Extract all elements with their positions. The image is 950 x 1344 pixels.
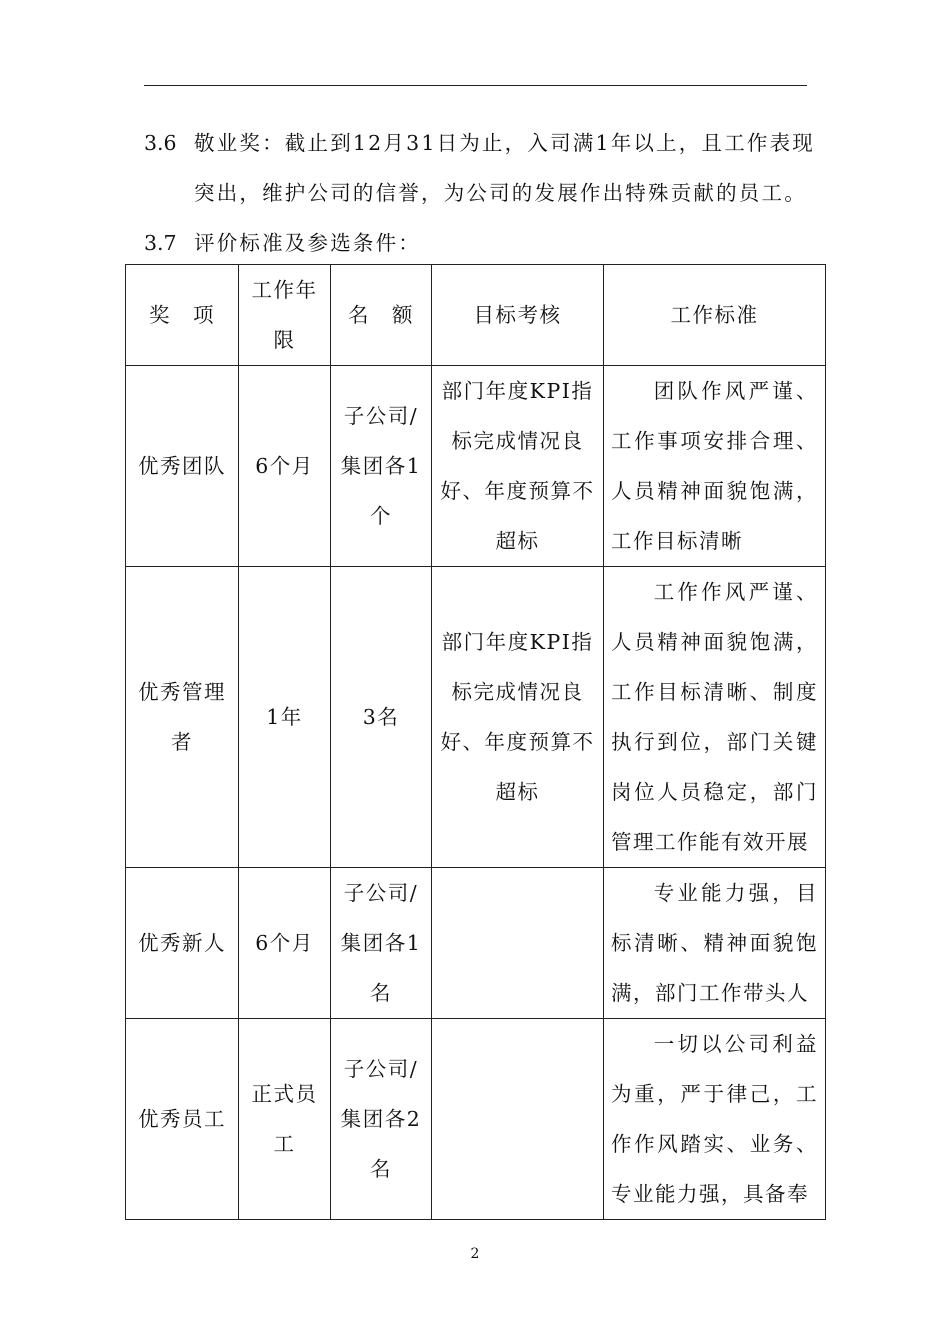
section-3-6-line-2: 突出，维护公司的信誉，为公司的发展作出特殊贡献的员工。 xyxy=(194,181,807,205)
section-3-6-line-1: 3.6 敬业奖：截止到12月31日为止，入司满1年以上，且工作表现 xyxy=(144,131,816,155)
header-quota: 名 额 xyxy=(331,265,432,366)
cell-target: 部门年度KPI指标完成情况良好、年度预算不超标 xyxy=(432,366,604,567)
table-row xyxy=(126,1019,826,1220)
cell-standard: 团队作风严谨、工作事项安排合理、人员精神面貌饱满，工作目标清晰 xyxy=(604,366,826,567)
cell-quota: 3名 xyxy=(331,567,432,868)
evaluation-table xyxy=(125,264,826,1220)
header-period: 工作年限 xyxy=(239,265,331,366)
page-number: 2 xyxy=(470,1246,480,1262)
section-3-7-number: 3.7 xyxy=(144,231,177,255)
section-3-7-heading: 3.7 评价标准及参选条件： xyxy=(144,231,421,255)
cell-award: 优秀新人 xyxy=(126,868,239,1019)
section-3-6-number: 3.6 xyxy=(144,131,177,155)
cell-award: 优秀员工 xyxy=(126,1019,239,1220)
cell-target: 部门年度KPI指标完成情况良好、年度预算不超标 xyxy=(432,567,604,868)
cell-standard: 工作作风严谨、人员精神面貌饱满，工作目标清晰、制度执行到位，部门关键岗位人员稳定，部门管理工作能有效开展 xyxy=(604,567,826,868)
cell-period: 正式员工 xyxy=(239,1019,331,1220)
cell-period: 1年 xyxy=(239,567,331,868)
cell-standard: 专业能力强，目标清晰、精神面貌饱满，部门工作带头人 xyxy=(604,868,826,1019)
cell-target xyxy=(432,868,604,1019)
header-award: 奖 项 xyxy=(126,265,239,366)
cell-quota: 子公司/集团各1名 xyxy=(331,868,432,1019)
cell-period: 6个月 xyxy=(239,366,331,567)
cell-standard: 一切以公司利益为重，严于律己，工作作风踏实、业务、专业能力强，具备奉 xyxy=(604,1019,826,1220)
cell-quota: 子公司/集团各1个 xyxy=(331,366,432,567)
cell-award: 优秀管理者 xyxy=(126,567,239,868)
header-target: 目标考核 xyxy=(432,265,604,366)
cell-award: 优秀团队 xyxy=(126,366,239,567)
header-rule xyxy=(144,85,807,86)
table-row xyxy=(126,868,826,1019)
table-row xyxy=(126,366,826,567)
cell-target xyxy=(432,1019,604,1220)
table-row xyxy=(126,567,826,868)
cell-period: 6个月 xyxy=(239,868,331,1019)
table-header-row xyxy=(126,265,826,366)
header-standard: 工作标准 xyxy=(604,265,826,366)
cell-quota: 子公司/集团各2名 xyxy=(331,1019,432,1220)
